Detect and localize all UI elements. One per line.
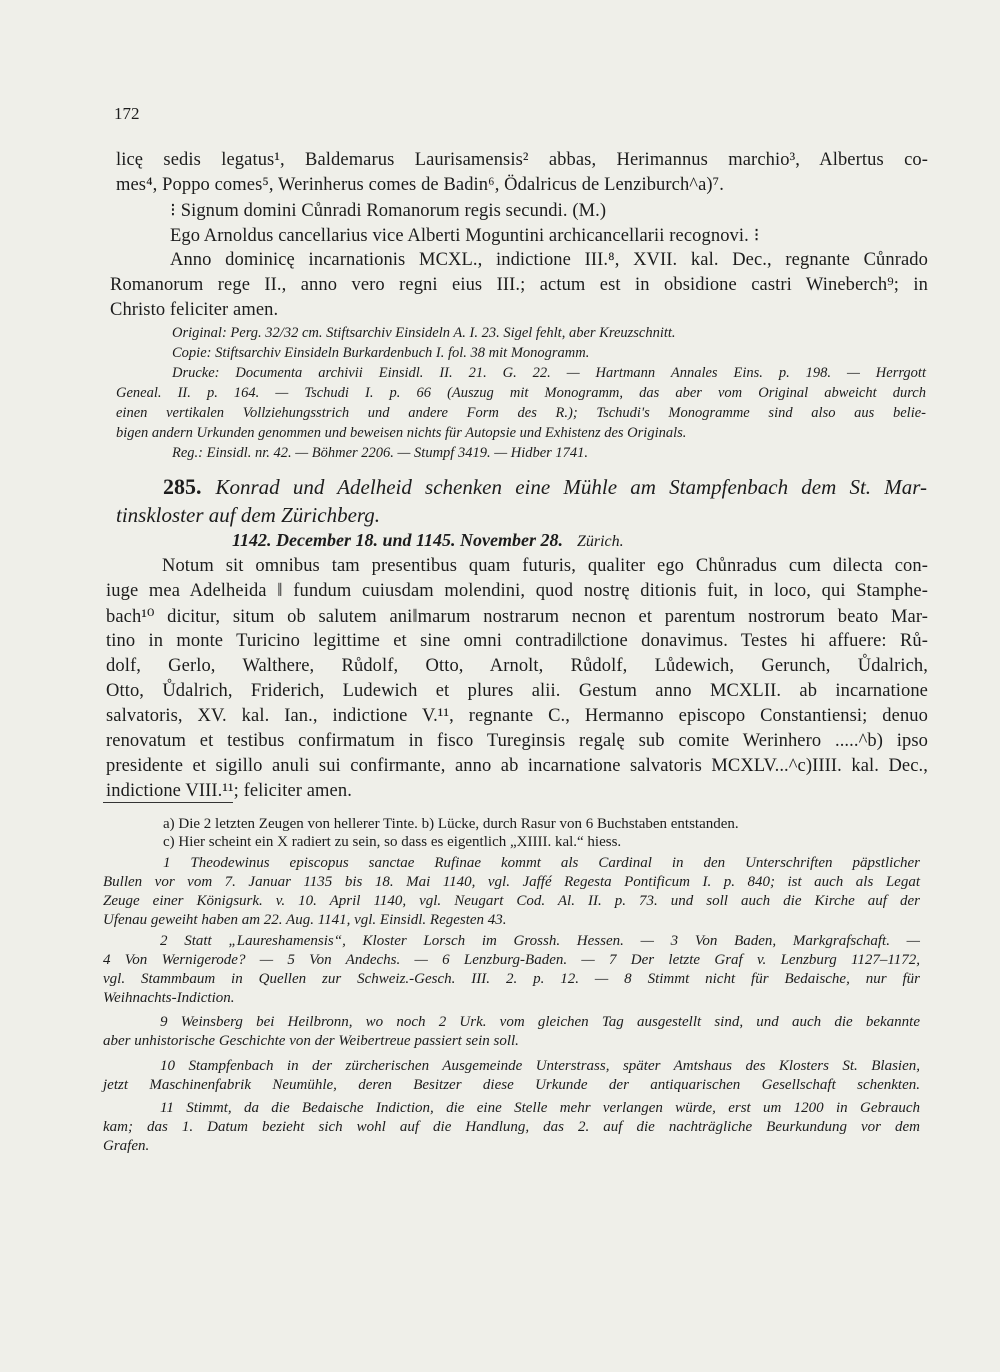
footnote-line: c) Hier scheint ein X radiert zu sein, so dass es eigentlich „XIIII. kal.“ hiess. [163, 834, 622, 850]
text-line: tino in monte Turicino legittime et sine omni contradi‖ctione donavimus. Testes hi affuere: Rů- [106, 631, 928, 651]
charter-date-line [232, 530, 624, 551]
source-line: Original: Perg. 32/32 cm. Stiftsarchiv Einsideln A. I. 23. Sigel fehlt, aber Kreuzschnitt. [172, 325, 676, 341]
footnote-line: jetzt Maschinenfabrik Neumühle, deren Besitzer diese Urkunde der antiquarischen Gesellschaft schenkten. [103, 1077, 920, 1093]
text-line: salvatoris, XV. kal. Ian., indictione V.¹¹, regnante C., Hermanno episcopo Constantiensi; denuo [106, 706, 928, 726]
charter-title: Konrad und Adelheid schenken eine Mühle am Stampfenbach dem St. Mar- [215, 475, 927, 499]
text-line: Notum sit omnibus tam presentibus quam futuris, qualiter ego Chůnradus cum dilecta con- [162, 556, 928, 576]
footnote-line: Ufenau geweiht haben am 22. Aug. 1141, vgl. Einsidl. Regesten 43. [103, 912, 507, 928]
charter-place: Zürich. [576, 533, 624, 550]
footnote-divider [103, 802, 233, 803]
page-number: 172 [114, 104, 140, 123]
source-line: Reg.: Einsidl. nr. 42. — Böhmer 2206. — Stumpf 3419. — Hidber 1741. [172, 445, 589, 461]
text-line: iuge mea Adelheida ‖ fundum cuiusdam molendini, quod nostrę ditionis fuit, in loco, qui Stamphe- [106, 581, 928, 601]
source-line: Drucke: Documenta archivii Einsidl. II. 21. G. 22. — Hartmann Annales Eins. p. 198. — Herrgott [172, 365, 926, 381]
footnote-line: 2 Statt „Laureshamensis“, Kloster Lorsch im Grossh. Hessen. — 3 Von Baden, Markgrafschaft. — [160, 933, 920, 949]
source-line: einen vertikalen Vollziehungsstrich und andere Form des R.); Tschudi's Monogramme sind also aus belie- [116, 405, 926, 421]
text-line: Christo feliciter amen. [110, 300, 279, 320]
footnote-line: Zeuge einer Königsurk. v. 10. April 1140, vgl. Neugart Cod. Al. II. p. 73. und soll auch die Kirche auf der [103, 893, 920, 909]
footnote-line: Weihnachts-Indiction. [103, 990, 235, 1006]
footnote-line: Grafen. [103, 1138, 150, 1154]
text-line: dolf, Gerlo, Walthere, Růdolf, Otto, Arnolt, Růdolf, Lůdewich, Gerunch, Ůdalrich, [106, 656, 928, 676]
text-line: Otto, Ůdalrich, Friderich, Ludewich et plures alii. Gestum anno MCXLII. ab incarnatione [106, 681, 928, 701]
footnote-line: 10 Stampfenbach in der zürcherischen Ausgemeinde Unterstrass, später Amtshaus des Klosters St. Blasien, [160, 1058, 920, 1074]
text-line: licę sedis legatus¹, Baldemarus Laurisamensis² abbas, Herimannus marchio³, Albertus co- [116, 150, 928, 170]
footnote-line: vgl. Stammbaum in Quellen zur Schweiz.-Gesch. III. 2. p. 12. — 8 Stimmt nicht für Bedaische, nur für [103, 971, 920, 987]
footnote-line: kam; das 1. Datum bezieht sich wohl auf die Handlung, das 2. auf die nachträgliche Beurkundung vor dem [103, 1119, 920, 1135]
source-line: Geneal. II. p. 164. — Tschudi I. p. 66 (Auszug mit Monogramm, das aber vom Original abweicht durch [116, 385, 926, 401]
text-line: Anno dominicę incarnationis MCXL., indictione III.⁸, XVII. kal. Dec., regnante Cůnrado [170, 250, 928, 270]
text-line: mes⁴, Poppo comes⁵, Werinherus comes de Badin⁶, Ödalricus de Lenziburch^a)⁷. [116, 175, 724, 195]
text-line: Romanorum rege II., anno vero regni eius III.; actum est in obsidione castri Wineberch⁹; in [110, 275, 928, 295]
text-line: ⁝ Signum domini Cůnradi Romanorum regis secundi. (M.) [170, 201, 607, 221]
text-line: Ego Arnoldus cancellarius vice Alberti Moguntini archicancellarii recognovi. ⁝ [170, 226, 760, 246]
source-line: Copie: Stiftsarchiv Einsideln Burkardenbuch I. fol. 38 mit Monogramm. [172, 345, 590, 361]
footnote-line: 4 Von Wernigerode? — 5 Von Andechs. — 6 Lenzburg-Baden. — 7 Der letzte Graf v. Lenzburg 1127–1172, [103, 952, 920, 968]
charter-title-cont: tinskloster auf dem Zürichberg. [116, 503, 381, 527]
footnote-line: 11 Stimmt, da die Bedaische Indiction, die eine Stelle mehr verlangen würde, erst um 1200 in Gebrauch [160, 1100, 920, 1116]
text-line: indictione VIII.¹¹; feliciter amen. [106, 781, 352, 801]
heading-line [163, 474, 927, 500]
source-line: bigen andern Urkunden genommen und beweisen nichts für Autopsie und Exhistenz des Originals. [116, 425, 687, 441]
footnote-line: 9 Weinsberg bei Heilbronn, wo noch 2 Urk. vom gleichen Tag ausgestellt sind, und auch die bekannte [160, 1014, 920, 1030]
text-line: renovatum et testibus confirmatum in fisco Tureginsis regalę sub comite Werinhero .....^b) ipso [106, 731, 928, 751]
text-line: bach¹⁰ dicitur, situm ob salutem ani‖marum nostrarum necnon et parentum nostrorum beato Mar- [106, 607, 928, 627]
footnote-line: 1 Theodewinus episcopus sanctae Rufinae kommt als Cardinal in den Unterschriften päpstlicher [163, 855, 920, 871]
footnote-line: Bullen vor vom 7. Januar 1135 bis 18. Mai 1140, vgl. Jaffé Regesta Pontificum I. p. 840; ist auch als Legat [103, 874, 920, 890]
text-line: presidente et sigillo anuli sui confirmante, anno ab incarnatione salvatoris MCXLV...^c)IIII. kal. Dec., [106, 756, 928, 776]
footnote-line: aber unhistorische Geschichte von der Weibertreue passiert sein soll. [103, 1033, 519, 1049]
charter-number: 285. [163, 474, 202, 499]
charter-date: 1142. December 18. und 1145. November 28. [232, 530, 563, 550]
footnote-line: a) Die 2 letzten Zeugen von hellerer Tinte. b) Lücke, durch Rasur von 6 Buchstaben entstanden. [163, 816, 739, 832]
